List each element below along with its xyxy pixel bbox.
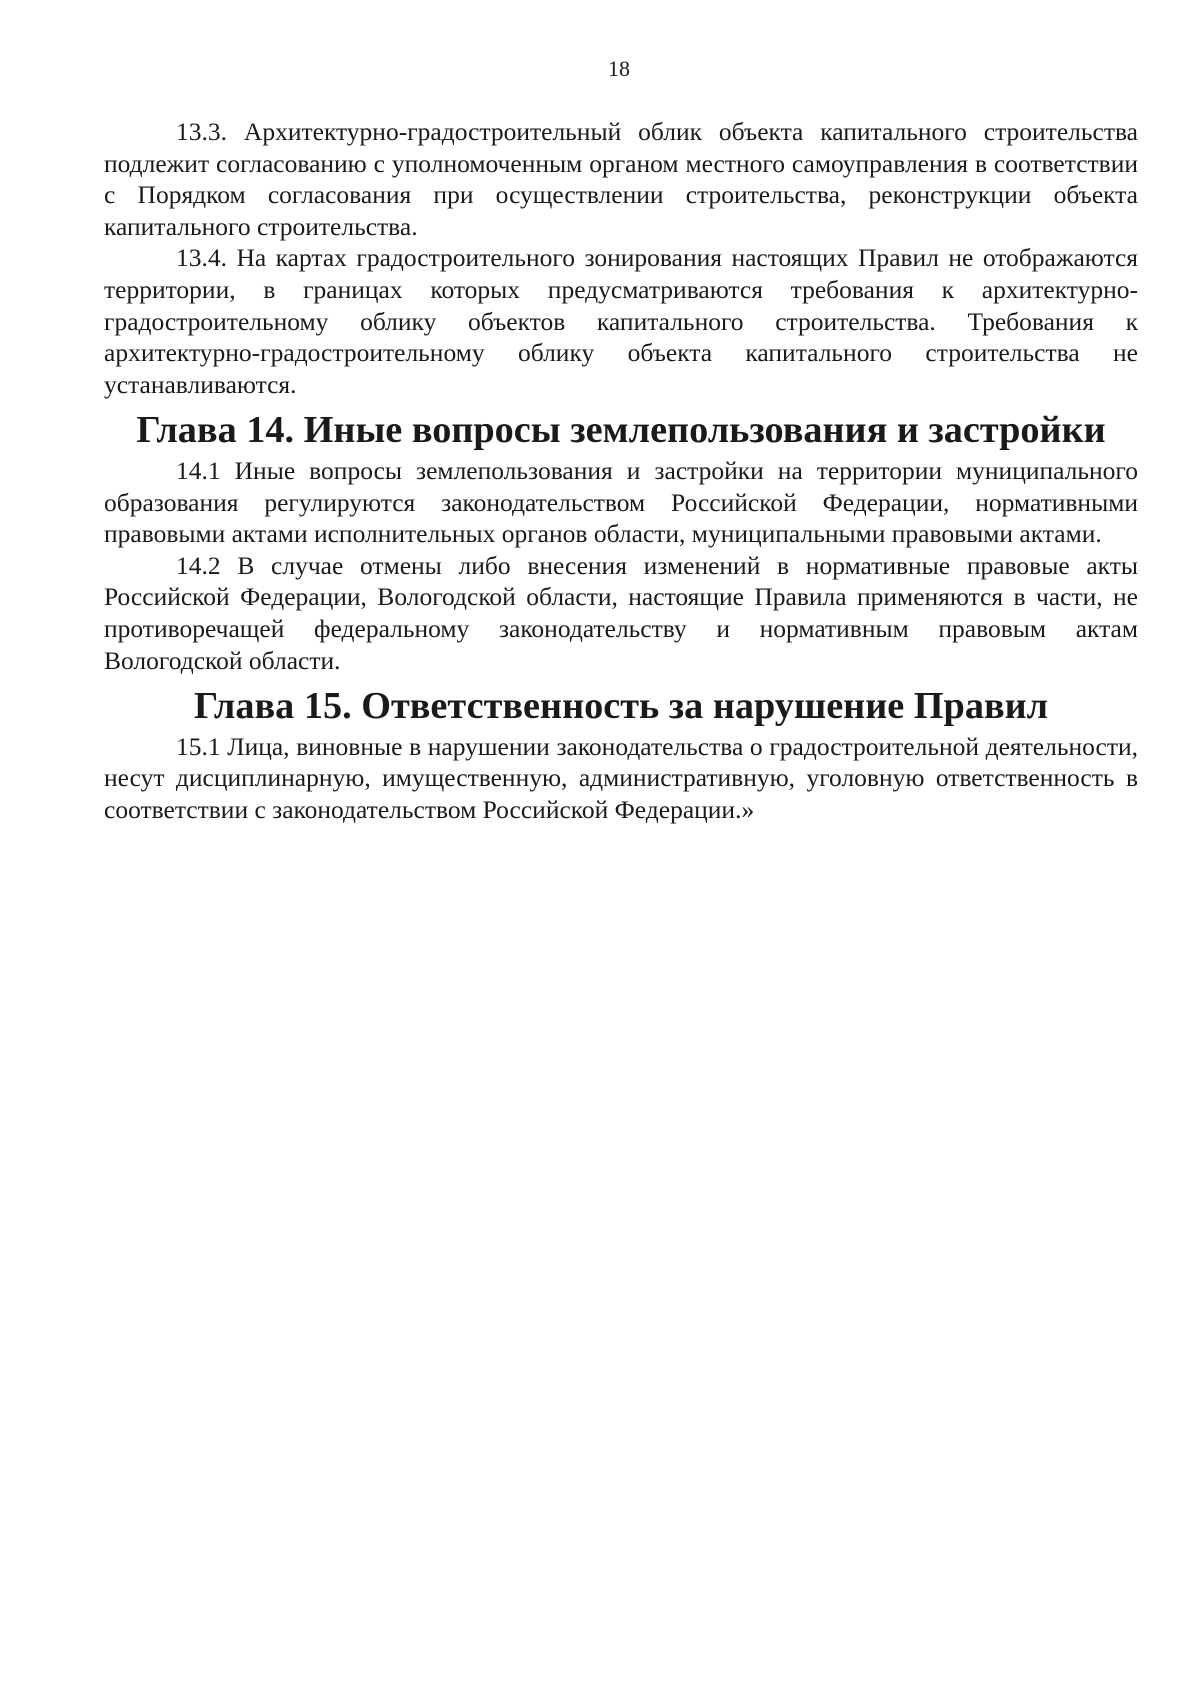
paragraph-13-4: 13.4. На картах градостроительного зонирования настоящих Правил не отображаются территории, в границах которых предусматриваются требования к архитектурно-градостроительному облику объектов капитального строительства. Требования к архитектурно-градостроительному облику объекта капитального строительства не устанавливаются. [104,243,1138,399]
paragraph-14-2: 14.2 В случае отмены либо внесения изменений в нормативные правовые акты Российской Федерации, Вологодской области, настоящие Правила применяются в части, не противоречащей федеральному законодательству и нормативным правовым актам Вологодской области. [104,550,1138,675]
chapter-14-heading: Глава 14. Иные вопросы землепользования и застройки [136,409,1106,452]
page-number: 18 [608,56,630,81]
paragraph-14-1: 14.1 Иные вопросы землепользования и застройки на территории муниципального образования регулируются законодательством Российской Федерации, нормативными правовыми актами исполнительных органов области, муниципальными правовыми актами. [104,455,1138,549]
chapter-15-heading: Глава 15. Ответственность за нарушение Правил [193,685,1049,728]
paragraph-13-3: 13.3. Архитектурно-градостроительный облик объекта капитального строительства подлежит согласованию с уполномоченным органом местного самоуправления в соответствии с Порядком согласования при осуществлении строительства, реконструкции объекта капитального строительства. [104,117,1138,241]
paragraph-15-1: 15.1 Лица, виновные в нарушении законодательства о градостроительной деятельности, несут дисциплинарную, имущественную, административную, уголовную ответственность в соответствии с законодательством Российской Федерации.» [104,731,1138,824]
document-body [104,116,1138,825]
